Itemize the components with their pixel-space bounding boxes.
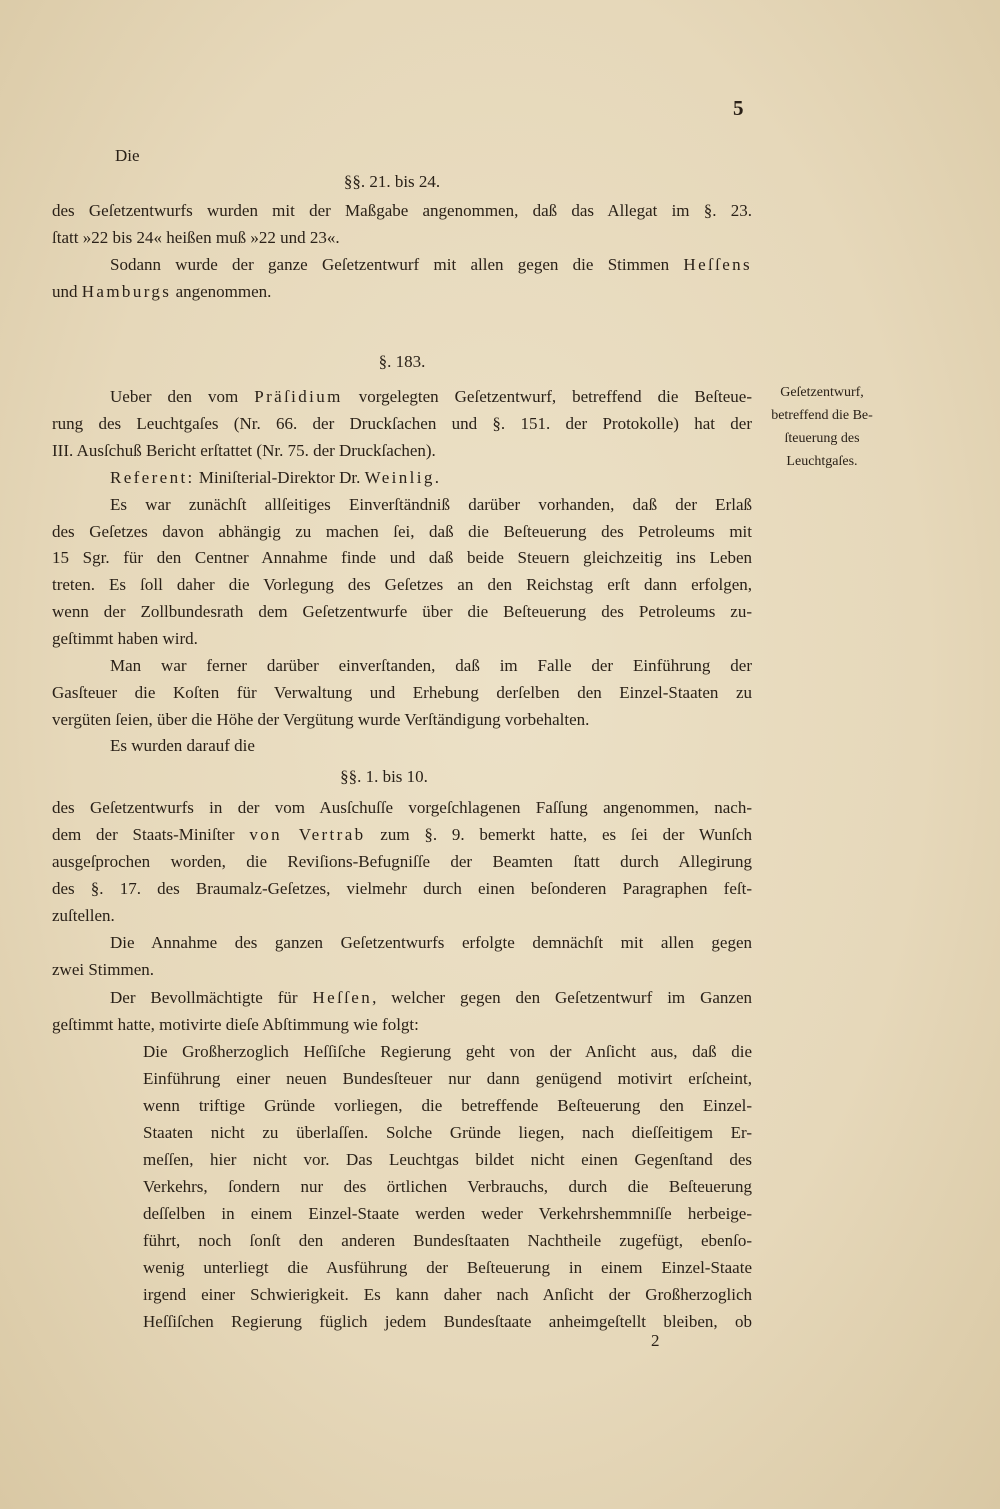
line-text: des §. 17. des Braumalz-Geſetzes, vielmehr durch einen beſonderen Paragraphen feſt- xyxy=(52,879,752,899)
line-text: zum §. 9. bemerkt hatte, es ſei der Wunſch xyxy=(365,825,752,845)
line-text: zuſtellen. xyxy=(52,906,115,926)
spaced-name: Heſſen xyxy=(312,987,373,1007)
section-heading xyxy=(52,340,752,384)
line-text: Man war ferner darüber einverſtanden, daß im Falle der Einführung der xyxy=(110,655,752,675)
page-number: 5 xyxy=(733,96,744,120)
text-line xyxy=(52,1200,752,1227)
line-text: Einführung einer neuen Bundesſteuer nur dann genügend motivirt erſcheint, xyxy=(143,1068,752,1088)
line-text: . xyxy=(434,467,439,487)
line-text: führt, noch ſonſt den anderen Bundesſtaaten Nachtheile zugefügt, ebenſo- xyxy=(143,1230,752,1250)
section-heading xyxy=(52,760,752,794)
text-line xyxy=(52,1227,752,1254)
line-text: meſſen, hier nicht vor. Das Leuchtgas bildet nicht einen Gegenſtand des xyxy=(143,1149,752,1169)
line-text: deſſelben in einem Einzel-Staate werden weder Verkehrshemmniſſe herbeige- xyxy=(143,1203,752,1223)
text-line xyxy=(52,1119,752,1146)
section-heading xyxy=(52,166,752,198)
text-line xyxy=(52,225,752,252)
text-line xyxy=(52,279,752,306)
line-text: zwei Stimmen. xyxy=(52,960,154,980)
line-text: Der Bevollmächtigte für xyxy=(110,987,313,1007)
text-line xyxy=(52,1308,752,1335)
line-text: des Geſetzentwurfs wurden mit der Maßgabe angenommen, daß das Allegat im §. 23. xyxy=(52,201,752,220)
line-text: und xyxy=(52,281,82,301)
heading-text: §. 183. xyxy=(378,352,426,372)
margin-note-line: betreffend die Be- xyxy=(771,408,873,423)
text-line xyxy=(52,929,752,956)
text-line xyxy=(52,1065,752,1092)
line-text: , welcher gegen den Geſetzentwurf im Ganzen xyxy=(372,987,752,1007)
text-line xyxy=(52,519,752,546)
line-text: Verkehrs, ſondern nur des örtlichen Verbrauchs, durch die Beſteuerung xyxy=(143,1176,752,1196)
signature-mark: 2 xyxy=(651,1331,660,1350)
text-line xyxy=(52,492,752,519)
text-line xyxy=(52,1146,752,1173)
text-line xyxy=(52,707,752,734)
text-line xyxy=(52,1254,752,1281)
text-line xyxy=(52,653,752,680)
line-text: Gasſteuer die Koſten für Verwaltung und Erhebung derſelben den Einzel-Staaten zu xyxy=(52,682,752,702)
line-text: Miniſterial-Direktor Dr. xyxy=(194,467,365,487)
text-line xyxy=(52,1173,752,1200)
text-line xyxy=(52,875,752,902)
line-text: geſtimmt haben wird. xyxy=(52,628,198,648)
line-text: wenn triftige Gründe vorliegen, die betreffende Beſteuerung den Einzel- xyxy=(143,1095,752,1115)
heading-text: §§. 21. bis 24. xyxy=(343,172,441,191)
line-text: III. Ausſchuß Bericht erſtattet (Nr. 75. der Druckſachen). xyxy=(52,441,436,461)
text-line xyxy=(52,1092,752,1119)
line-text: wenn der Zollbundesrath dem Geſetzentwurfe über die Beſteuerung des Petroleums zu- xyxy=(52,602,752,622)
margin-note-line: Geſetzentwurf, xyxy=(780,385,864,400)
text-line xyxy=(52,956,752,983)
text-line xyxy=(52,545,752,572)
section-one xyxy=(52,146,752,794)
line-text: geſtimmt hatte, motivirte dieſe Abſtimmung wie folgt: xyxy=(52,1014,419,1034)
section-two xyxy=(52,794,752,1335)
text-line xyxy=(52,384,752,411)
text-line xyxy=(52,198,752,225)
text-line xyxy=(52,1038,752,1065)
line-text: Sodann wurde der ganze Geſetzentwurf mit allen gegen die Stimmen xyxy=(110,254,684,274)
line-text: angenommen. xyxy=(171,281,272,301)
line-text: wenig unterliegt die Ausführung der Beſteuerung in einem Einzel-Staate xyxy=(143,1257,752,1277)
line-text: ausgeſprochen worden, die Reviſions-Befugniſſe der Beamten ſtatt durch Allegirung xyxy=(52,852,752,872)
line-text: irgend einer Schwierigkeit. Es kann daher nach Anſicht der Großherzoglich xyxy=(143,1285,752,1305)
margin-note xyxy=(760,381,884,473)
spaced-name: Referent: xyxy=(110,467,195,487)
text-line xyxy=(52,984,752,1011)
line-text: rung des Leuchtgaſes (Nr. 66. der Druckſachen und §. 151. der Protokolle) hat der xyxy=(52,414,752,434)
line-text: vergüten ſeien, über die Höhe der Vergütung wurde Verſtändigung vorbehalten. xyxy=(52,709,590,729)
spaced-name: von Vertrab xyxy=(249,825,366,845)
text-line xyxy=(52,252,752,279)
text-line xyxy=(52,465,752,492)
line-text: dem der Staats-Miniſter xyxy=(52,825,250,845)
text-line xyxy=(52,146,752,166)
spaced-name: Heſſens xyxy=(683,254,752,274)
line-text: Heſſiſchen Regierung füglich jedem Bundesſtaate anheimgeſtellt bleiben, ob xyxy=(143,1312,752,1332)
line-text: Staaten nicht zu überlaſſen. Solche Gründe liegen, nach dieſſeitigem Er- xyxy=(143,1122,752,1142)
text-line xyxy=(52,626,752,653)
text-line xyxy=(52,438,752,465)
text-line xyxy=(52,902,752,929)
text-line xyxy=(52,821,752,848)
line-text: Die Großherzoglich Heſſiſche Regierung geht von der Anſicht aus, daß die xyxy=(143,1041,752,1061)
line-text: Es wurden darauf die xyxy=(110,736,255,756)
line-text: Die Annahme des ganzen Geſetzentwurfs erfolgte demnächſt mit allen gegen xyxy=(110,933,752,953)
text-line xyxy=(52,848,752,875)
text-line xyxy=(52,733,752,760)
line-text: vorgelegten Geſetzentwurf, betreffend die Beſteue- xyxy=(342,387,752,407)
line-text: 15 Sgr. für den Centner Annahme finde und daß beide Steuern gleichzeitig ins Leben xyxy=(52,548,752,568)
spaced-name: Präſidium xyxy=(254,387,343,407)
spaced-name: Weinlig xyxy=(364,467,435,487)
text-line xyxy=(52,680,752,707)
line-text: Ueber den vom xyxy=(110,387,255,407)
spaced-name: Hamburgs xyxy=(81,281,172,301)
line-text: Es war zunächſt allſeitiges Einverſtändniß darüber vorhanden, daß der Erlaß xyxy=(110,494,752,514)
line-text: des Geſetzes davon abhängig zu machen ſei, daß die Beſteuerung des Petroleums mit xyxy=(52,521,752,541)
text-line xyxy=(52,572,752,599)
document-body xyxy=(52,146,752,1335)
text-line xyxy=(52,1281,752,1308)
line-text: ſtatt »22 bis 24« heißen muß »22 und 23«. xyxy=(52,227,340,247)
quoted-statement xyxy=(52,1038,752,1336)
text-line xyxy=(52,794,752,821)
text-line xyxy=(52,411,752,438)
text-line xyxy=(52,1011,752,1038)
heading-text: §§. 1. bis 10. xyxy=(340,767,428,787)
margin-note-line: Leuchtgaſes. xyxy=(786,454,858,469)
margin-note-line: ſteuerung des xyxy=(784,431,860,446)
line-text: Die xyxy=(115,146,140,165)
text-line xyxy=(52,599,752,626)
line-text: des Geſetzentwurfs in der vom Ausſchuſſe vorgeſchlagenen Faſſung angenommen, nach- xyxy=(52,798,752,818)
line-text: treten. Es ſoll daher die Vorlegung des Geſetzes an den Reichstag erſt dann erfolgen, xyxy=(52,575,752,595)
